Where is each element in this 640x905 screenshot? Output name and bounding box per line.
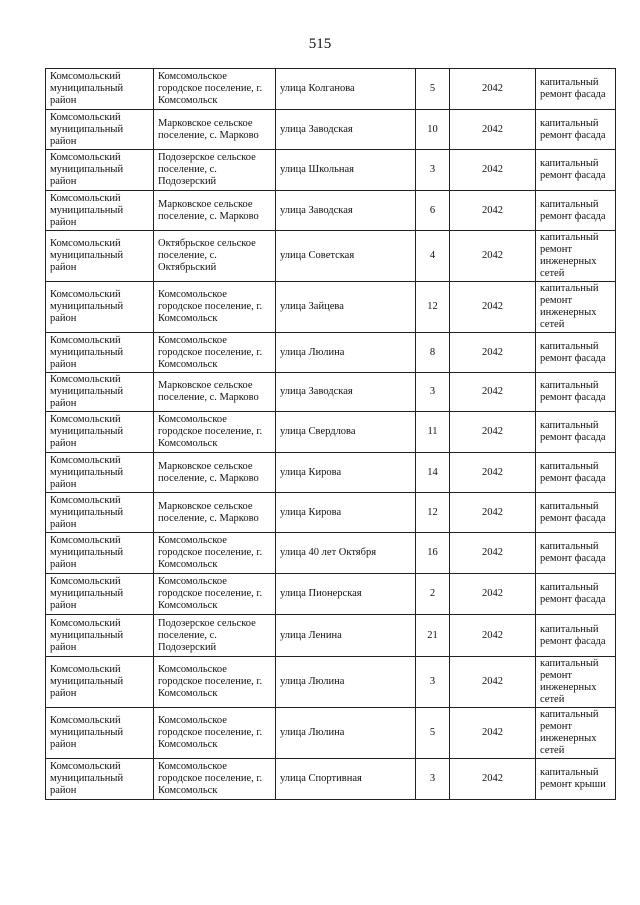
work-type-cell: капитальный ремонт фасада	[536, 574, 616, 615]
table-row	[46, 69, 616, 110]
district-cell: Комсомольский муниципальный район	[46, 282, 154, 333]
work-type-cell: капитальный ремонт фасада	[536, 191, 616, 231]
district-cell: Комсомольский муниципальный район	[46, 453, 154, 493]
street-cell: улица Ленина	[276, 615, 416, 657]
house-number-cell: 12	[416, 282, 450, 333]
street-cell: улица Советская	[276, 231, 416, 282]
house-number-cell: 10	[416, 110, 450, 150]
table-row	[46, 110, 616, 150]
house-number-cell: 6	[416, 191, 450, 231]
settlement-cell: Комсомольское городское поселение, г. Комсомольск	[154, 574, 276, 615]
district-cell: Комсомольский муниципальный район	[46, 150, 154, 191]
year-cell: 2042	[450, 191, 536, 231]
settlement-cell: Комсомольское городское поселение, г. Комсомольск	[154, 533, 276, 574]
year-cell: 2042	[450, 453, 536, 493]
district-cell: Комсомольский муниципальный район	[46, 493, 154, 533]
district-cell: Комсомольский муниципальный район	[46, 110, 154, 150]
table-row	[46, 533, 616, 574]
house-number-cell: 3	[416, 150, 450, 191]
street-cell: улица Кирова	[276, 493, 416, 533]
house-number-cell: 3	[416, 657, 450, 708]
settlement-cell: Комсомольское городское поселение, г. Комсомольск	[154, 412, 276, 453]
work-type-cell: капитальный ремонт фасада	[536, 493, 616, 533]
district-cell: Комсомольский муниципальный район	[46, 708, 154, 759]
district-cell: Комсомольский муниципальный район	[46, 759, 154, 800]
work-type-cell: капитальный ремонт инженерных сетей	[536, 708, 616, 759]
house-number-cell: 3	[416, 759, 450, 800]
house-number-cell: 8	[416, 333, 450, 373]
year-cell: 2042	[450, 412, 536, 453]
house-number-cell: 16	[416, 533, 450, 574]
street-cell: улица 40 лет Октября	[276, 533, 416, 574]
street-cell: улица Зайцева	[276, 282, 416, 333]
settlement-cell: Комсомольское городское поселение, г. Комсомольск	[154, 333, 276, 373]
work-type-cell: капитальный ремонт инженерных сетей	[536, 282, 616, 333]
work-type-cell: капитальный ремонт инженерных сетей	[536, 657, 616, 708]
settlement-cell: Комсомольское городское поселение, г. Комсомольск	[154, 69, 276, 110]
street-cell: улица Люлина	[276, 657, 416, 708]
house-number-cell: 2	[416, 574, 450, 615]
table-row	[46, 708, 616, 759]
district-cell: Комсомольский муниципальный район	[46, 191, 154, 231]
work-type-cell: капитальный ремонт крыши	[536, 759, 616, 800]
district-cell: Комсомольский муниципальный район	[46, 231, 154, 282]
house-number-cell: 4	[416, 231, 450, 282]
settlement-cell: Комсомольское городское поселение, г. Комсомольск	[154, 657, 276, 708]
street-cell: улица Люлина	[276, 333, 416, 373]
settlement-cell: Подозерское сельское поселение, с. Подозерский	[154, 150, 276, 191]
table-row	[46, 373, 616, 412]
year-cell: 2042	[450, 657, 536, 708]
year-cell: 2042	[450, 574, 536, 615]
district-cell: Комсомольский муниципальный район	[46, 657, 154, 708]
street-cell: улица Заводская	[276, 110, 416, 150]
table-row	[46, 150, 616, 191]
house-number-cell: 5	[416, 708, 450, 759]
street-cell: улица Заводская	[276, 191, 416, 231]
work-type-cell: капитальный ремонт фасада	[536, 150, 616, 191]
work-type-cell: капитальный ремонт фасада	[536, 110, 616, 150]
settlement-cell: Комсомольское городское поселение, г. Комсомольск	[154, 708, 276, 759]
year-cell: 2042	[450, 708, 536, 759]
work-type-cell: капитальный ремонт фасада	[536, 533, 616, 574]
table-row	[46, 412, 616, 453]
street-cell: улица Спортивная	[276, 759, 416, 800]
repair-schedule-table	[45, 68, 616, 800]
house-number-cell: 11	[416, 412, 450, 453]
work-type-cell: капитальный ремонт фасада	[536, 412, 616, 453]
settlement-cell: Марковское сельское поселение, с. Марково	[154, 191, 276, 231]
year-cell: 2042	[450, 373, 536, 412]
district-cell: Комсомольский муниципальный район	[46, 69, 154, 110]
street-cell: улица Заводская	[276, 373, 416, 412]
year-cell: 2042	[450, 533, 536, 574]
page-number: 515	[308, 36, 332, 52]
street-cell: улица Школьная	[276, 150, 416, 191]
year-cell: 2042	[450, 333, 536, 373]
year-cell: 2042	[450, 493, 536, 533]
district-cell: Комсомольский муниципальный район	[46, 373, 154, 412]
table-row	[46, 282, 616, 333]
table-row	[46, 657, 616, 708]
table-row	[46, 191, 616, 231]
year-cell: 2042	[450, 759, 536, 800]
year-cell: 2042	[450, 282, 536, 333]
settlement-cell: Марковское сельское поселение, с. Марково	[154, 373, 276, 412]
settlement-cell: Комсомольское городское поселение, г. Комсомольск	[154, 759, 276, 800]
table-row	[46, 574, 616, 615]
year-cell: 2042	[450, 69, 536, 110]
settlement-cell: Комсомольское городское поселение, г. Комсомольск	[154, 282, 276, 333]
work-type-cell: капитальный ремонт инженерных сетей	[536, 231, 616, 282]
table-row	[46, 333, 616, 373]
settlement-cell: Марковское сельское поселение, с. Марково	[154, 110, 276, 150]
settlement-cell: Марковское сельское поселение, с. Марково	[154, 453, 276, 493]
table-row	[46, 615, 616, 657]
district-cell: Комсомольский муниципальный район	[46, 533, 154, 574]
street-cell: улица Свердлова	[276, 412, 416, 453]
house-number-cell: 21	[416, 615, 450, 657]
street-cell: улица Пионерская	[276, 574, 416, 615]
table-row	[46, 453, 616, 493]
work-type-cell: капитальный ремонт фасада	[536, 373, 616, 412]
settlement-cell: Марковское сельское поселение, с. Марково	[154, 493, 276, 533]
house-number-cell: 5	[416, 69, 450, 110]
street-cell: улица Кирова	[276, 453, 416, 493]
district-cell: Комсомольский муниципальный район	[46, 333, 154, 373]
year-cell: 2042	[450, 231, 536, 282]
year-cell: 2042	[450, 150, 536, 191]
house-number-cell: 12	[416, 493, 450, 533]
work-type-cell: капитальный ремонт фасада	[536, 615, 616, 657]
house-number-cell: 14	[416, 453, 450, 493]
street-cell: улица Колганова	[276, 69, 416, 110]
table-row	[46, 759, 616, 800]
year-cell: 2042	[450, 615, 536, 657]
table-row	[46, 493, 616, 533]
year-cell: 2042	[450, 110, 536, 150]
work-type-cell: капитальный ремонт фасада	[536, 453, 616, 493]
table-row	[46, 231, 616, 282]
work-type-cell: капитальный ремонт фасада	[536, 69, 616, 110]
street-cell: улица Люлина	[276, 708, 416, 759]
settlement-cell: Октябрьское сельское поселение, с. Октябрьский	[154, 231, 276, 282]
house-number-cell: 3	[416, 373, 450, 412]
district-cell: Комсомольский муниципальный район	[46, 412, 154, 453]
district-cell: Комсомольский муниципальный район	[46, 574, 154, 615]
settlement-cell: Подозерское сельское поселение, с. Подозерский	[154, 615, 276, 657]
work-type-cell: капитальный ремонт фасада	[536, 333, 616, 373]
district-cell: Комсомольский муниципальный район	[46, 615, 154, 657]
